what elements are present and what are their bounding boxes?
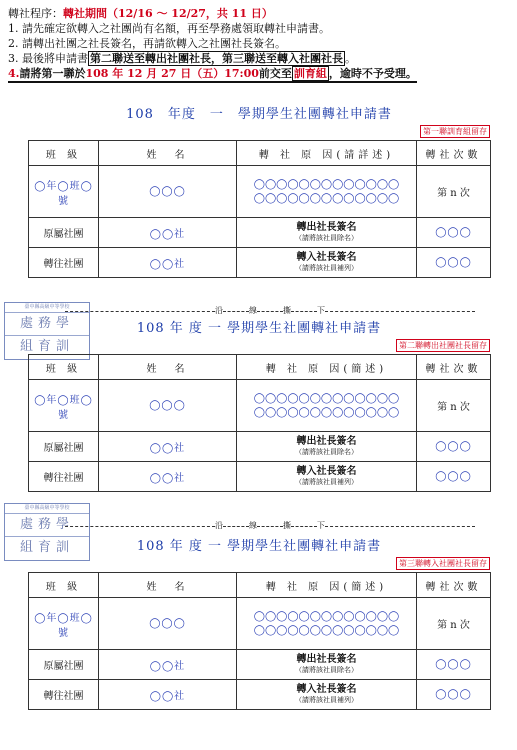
instruction-line-2: 2. 請轉出社團之社長簽名，再請欲轉入之社團社長簽名。 <box>8 37 286 50</box>
instruction-line-3 <box>8 51 513 66</box>
in-sign-text: 轉入社長簽名 <box>296 466 357 477</box>
col-class: 班 級 <box>29 573 99 598</box>
new-club-label: 轉往社團 <box>29 248 99 278</box>
out-sign-note: （請將該社員除名） <box>295 234 358 242</box>
form-copy-1 <box>28 106 490 278</box>
in-sign-value[interactable]: ◯◯◯ <box>417 248 491 278</box>
out-sign-value[interactable]: ◯◯◯ <box>417 650 491 680</box>
form-title: 108 年 度 一 學期學生社團轉社申請書 <box>136 321 382 336</box>
col-count: 轉社次數 <box>417 355 491 380</box>
out-sign-label <box>237 218 417 248</box>
stamp-bottom: 組育訓 <box>19 540 74 555</box>
reason-line-1: ◯◯◯◯◯◯◯◯◯◯◯◯◯ <box>253 610 400 622</box>
orig-club-label: 原屬社團 <box>29 650 99 680</box>
tear-line <box>40 305 500 316</box>
out-sign-note: （請將該社員除名） <box>295 448 358 456</box>
orig-club-value[interactable]: ◯◯社 <box>99 432 237 462</box>
instruction-3-prefix: 3. 最後將申請書 <box>8 52 88 65</box>
in-sign-value[interactable]: ◯◯◯ <box>417 680 491 710</box>
procedure-label: 轉社程序： <box>8 7 63 20</box>
instruction-3-boxed: 第二聯送至轉出社團社長，第三聯送至轉入社團社長 <box>90 52 343 65</box>
in-sign-note: （請將該社員補列） <box>295 478 358 486</box>
new-club-label: 轉往社團 <box>29 462 99 492</box>
instruction-line-period <box>8 6 513 21</box>
tear-char-3: 撕 <box>283 521 291 530</box>
instructions <box>8 6 513 83</box>
office-boxed: 訓育組 <box>293 67 327 80</box>
out-sign-value[interactable]: ◯◯◯ <box>417 218 491 248</box>
class-value[interactable]: ◯年◯班◯號 <box>29 380 99 432</box>
instruction-line-1: 1. 請先確定欲轉入之社團尚有名額，再至學務處領取轉社申請書。 <box>8 22 330 35</box>
reason-line-2: ◯◯◯◯◯◯◯◯◯◯◯◯◯ <box>253 406 400 418</box>
copy-label: 第一聯訓育組留存 <box>420 125 490 138</box>
tear-char-3: 撕 <box>283 306 291 315</box>
out-sign-note: （請將該社員除名） <box>295 666 358 674</box>
in-sign-value[interactable]: ◯◯◯ <box>417 462 491 492</box>
name-value[interactable]: ◯◯◯ <box>99 166 237 218</box>
out-sign-text: 轉出社長簽名 <box>296 436 357 447</box>
col-count: 轉社次數 <box>417 573 491 598</box>
name-value[interactable]: ◯◯◯ <box>99 380 237 432</box>
orig-club-value[interactable]: ◯◯社 <box>99 218 237 248</box>
reason-line-2: ◯◯◯◯◯◯◯◯◯◯◯◯◯ <box>253 624 400 636</box>
stamp-bottom: 組育訓 <box>19 339 74 354</box>
col-class: 班 級 <box>29 141 99 166</box>
orig-club-value[interactable]: ◯◯社 <box>99 650 237 680</box>
reason-line-2: ◯◯◯◯◯◯◯◯◯◯◯◯◯ <box>253 192 400 204</box>
col-count: 轉社次數 <box>417 141 491 166</box>
in-sign-label <box>237 462 417 492</box>
instruction-3-suffix: 。 <box>345 52 356 65</box>
out-sign-value[interactable]: ◯◯◯ <box>417 432 491 462</box>
count-value[interactable]: 第 n 次 <box>417 380 491 432</box>
orig-club-label: 原屬社團 <box>29 432 99 462</box>
deadline-date: 108 年 12 月 27 日（五）17:00 <box>85 67 259 80</box>
col-reason: 轉 社 原 因(請詳述) <box>237 141 417 166</box>
reason-value[interactable] <box>237 598 417 650</box>
in-sign-note: （請將該社員補列） <box>295 264 358 272</box>
instruction-4-num: 4. <box>8 67 20 80</box>
col-name: 姓 名 <box>99 573 237 598</box>
tear-char-4: 下 <box>317 306 325 315</box>
instruction-4-a: 請將第一聯於 <box>19 67 86 80</box>
form-title: 108 年 度 一 學期學生社團轉社申請書 <box>136 539 382 554</box>
reason-value[interactable] <box>237 380 417 432</box>
instruction-4-c: ，逾時不予受理。 <box>328 67 417 80</box>
reason-line-1: ◯◯◯◯◯◯◯◯◯◯◯◯◯ <box>253 178 400 190</box>
col-reason: 轉 社 原 因(簡述) <box>237 355 417 380</box>
in-sign-label <box>237 680 417 710</box>
new-club-value[interactable]: ◯◯社 <box>99 680 237 710</box>
form-copy-2 <box>28 320 490 492</box>
new-club-value[interactable]: ◯◯社 <box>99 248 237 278</box>
col-name: 姓 名 <box>99 141 237 166</box>
application-table <box>28 572 491 710</box>
application-table <box>28 140 491 278</box>
stamp-middle: 處務學 <box>5 313 89 336</box>
stamp-top: 臺中縣高級中等學校 <box>5 504 89 514</box>
in-sign-label <box>237 248 417 278</box>
tear-char-1: 沿 <box>215 521 223 530</box>
in-sign-text: 轉入社長簽名 <box>296 252 357 263</box>
col-reason: 轉 社 原 因(簡述) <box>237 573 417 598</box>
tear-char-2: 線 <box>249 521 257 530</box>
out-sign-text: 轉出社長簽名 <box>296 654 357 665</box>
new-club-label: 轉往社團 <box>29 680 99 710</box>
orig-club-label: 原屬社團 <box>29 218 99 248</box>
new-club-value[interactable]: ◯◯社 <box>99 462 237 492</box>
tear-line <box>40 520 500 531</box>
application-table <box>28 354 491 492</box>
count-value[interactable]: 第 n 次 <box>417 166 491 218</box>
out-sign-label <box>237 650 417 680</box>
stamp-middle: 處務學 <box>5 514 89 537</box>
col-name: 姓 名 <box>99 355 237 380</box>
tear-char-1: 沿 <box>215 306 223 315</box>
period-text: 轉社期間（12/16 ～ 12/27，共 11 日） <box>63 7 273 20</box>
class-value[interactable]: ◯年◯班◯號 <box>29 166 99 218</box>
copy-label: 第三聯轉入社團社長留存 <box>396 557 490 570</box>
stamp-top: 臺中縣高級中等學校 <box>5 303 89 313</box>
tear-char-2: 線 <box>249 306 257 315</box>
reason-value[interactable] <box>237 166 417 218</box>
name-value[interactable]: ◯◯◯ <box>99 598 237 650</box>
instruction-4-b: 前交至 <box>258 67 292 80</box>
copy-label: 第二聯轉出社團社長留存 <box>396 339 490 352</box>
tear-char-4: 下 <box>317 521 325 530</box>
out-sign-text: 轉出社長簽名 <box>296 222 357 233</box>
count-value[interactable]: 第 n 次 <box>417 598 491 650</box>
form-copy-3 <box>28 538 490 710</box>
in-sign-note: （請將該社員補列） <box>295 696 358 704</box>
reason-line-1: ◯◯◯◯◯◯◯◯◯◯◯◯◯ <box>253 392 400 404</box>
class-value[interactable]: ◯年◯班◯號 <box>29 598 99 650</box>
in-sign-text: 轉入社長簽名 <box>296 684 357 695</box>
instruction-line-4 <box>8 66 417 83</box>
col-class: 班 級 <box>29 355 99 380</box>
out-sign-label <box>237 432 417 462</box>
form-title: 108 年度 一 學期學生社團轉社申請書 <box>126 107 392 122</box>
